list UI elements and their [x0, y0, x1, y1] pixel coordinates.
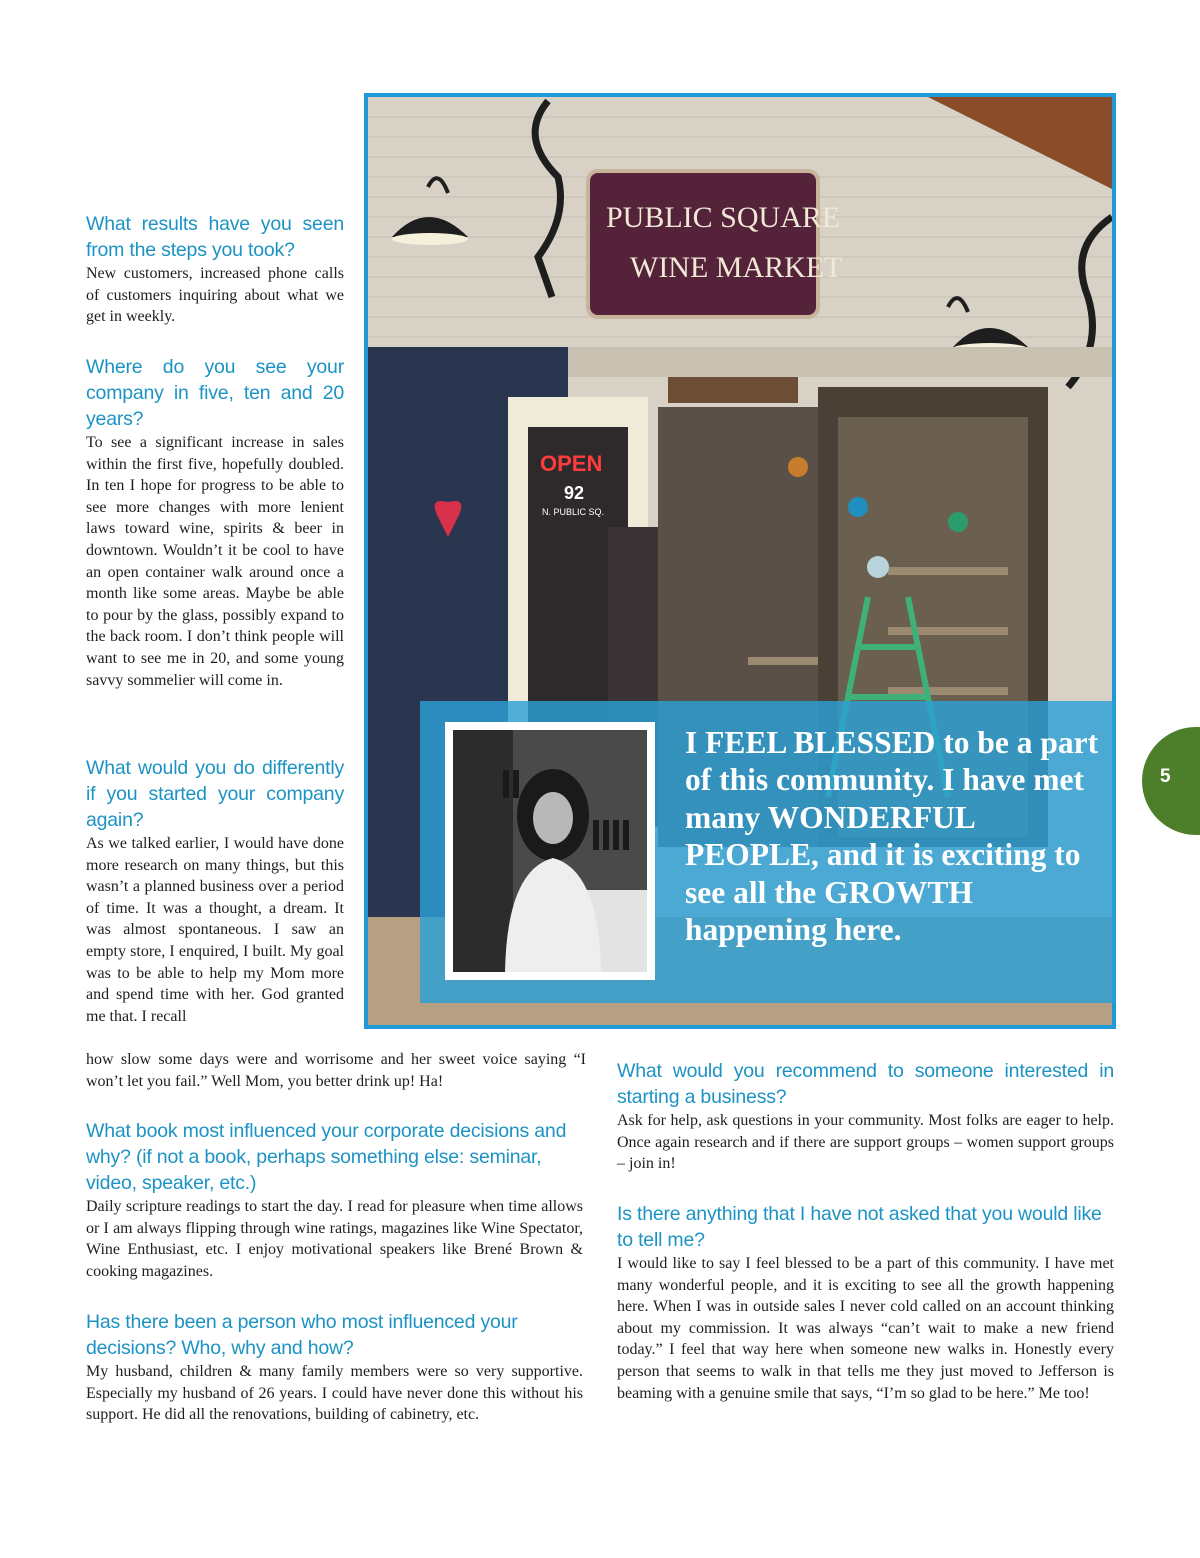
qa-section-3: [86, 755, 344, 1027]
page-number-tab: [1142, 727, 1200, 835]
address-number: 92: [564, 483, 585, 503]
question-heading: Where do you see your company in five, ten and 20 years?: [86, 356, 344, 430]
question-heading: Is there anything that I have not asked that you would like to tell me?: [617, 1203, 1102, 1251]
pull-quote-text: I FEEL BLESSED to be a part of this community. I have met many WONDERFUL PEOPLE, and it is exciting to see all the GROWTH happening here.: [685, 725, 1099, 948]
answer-text: I would like to say I feel blessed to be a part of this community. I have met many wonderful people, and it is exciting to see all the growth happening here. When I was in outside sales I never cold called on an account thinking about my commission. It was always “can’t wait to make a new friend today.” I feel that way here when someone new walks in. Honestly every person that seems to walk in that tells me they just moved to Jefferson is beaming with a genuine smile that says, “I’m so glad to be here.” Me too!: [617, 1255, 1114, 1402]
qa-section-6: [617, 1058, 1114, 1175]
answer-text: As we talked earlier, I would have done more research on many things, but this wasn’t a planned business over a period of time. It was a thought, a dream. It was almost spontaneous. I saw an empty store, I enquired, I built. My goal was to be able to help my Mom more and spend time with her. God granted me that. I recall: [86, 835, 344, 1025]
answer-text: Daily scripture readings to start the day. I read for pleasure when time allows or I am always flipping through wine ratings, magazines like Wine Spectator, Wine Enthusiast, etc. I enjoy motivational speakers like Brené Brown & cooking magazines.: [86, 1198, 583, 1280]
question-heading: Has there been a person who most influenced your decisions? Who, why and how?: [86, 1311, 518, 1359]
question-heading: What results have you seen from the steps you took?: [86, 213, 344, 261]
question-heading: What would you do differently if you started your company again?: [86, 757, 344, 831]
question-heading: What would you recommend to someone interested in starting a business?: [617, 1060, 1114, 1108]
qa-section-7: [617, 1201, 1114, 1404]
open-sign: OPEN: [540, 451, 603, 476]
qa-section-4: [86, 1118, 583, 1282]
qa-section-5: [86, 1309, 583, 1426]
qa-section-3-continued: [86, 1049, 586, 1092]
answer-text-continued: how slow some days were and worrisome and her sweet voice saying “I won’t let you fail.” Well Mom, you better drink up! Ha!: [86, 1051, 586, 1090]
address-street: N. PUBLIC SQ.: [542, 507, 605, 517]
answer-text: Ask for help, ask questions in your community. Most folks are eager to help. Once again research and if there are support groups – women support groups – join in!: [617, 1112, 1114, 1173]
answer-text: New customers, increased phone calls of customers inquiring about what we get in weekly.: [86, 265, 344, 326]
question-heading: What book most influenced your corporate decisions and why? (if not a book, perhaps something else: seminar, video, speaker, etc.): [86, 1120, 567, 1194]
answer-text: My husband, children & many family members were so very supportive. Especially my husband of 26 years. I could have never done this without his support. He did all the renovations, building of cabinetry, etc.: [86, 1363, 583, 1424]
answer-text: To see a significant increase in sales within the first five, hopefully doubled. In ten I hope for progress to be able to see more changes with more lenient laws toward wine, spirits & beer in downtown. Wouldn’t it be cool to have an open container walk around once a month like some areas. Maybe be able to pour by the glass, possibly expand to the back room. I don’t think people will want to see me in 20, and some young savvy sommelier will come in.: [86, 434, 344, 689]
sign-text-2: WINE MARKET: [630, 251, 843, 284]
shop-sign: [588, 171, 818, 317]
portrait-illustration: [453, 730, 647, 972]
owner-portrait: [445, 722, 655, 980]
qa-section-1: [86, 211, 344, 328]
page-number: 5: [1160, 766, 1171, 787]
qa-section-2: [86, 354, 344, 691]
sign-text-1: PUBLIC SQUARE: [606, 201, 841, 234]
